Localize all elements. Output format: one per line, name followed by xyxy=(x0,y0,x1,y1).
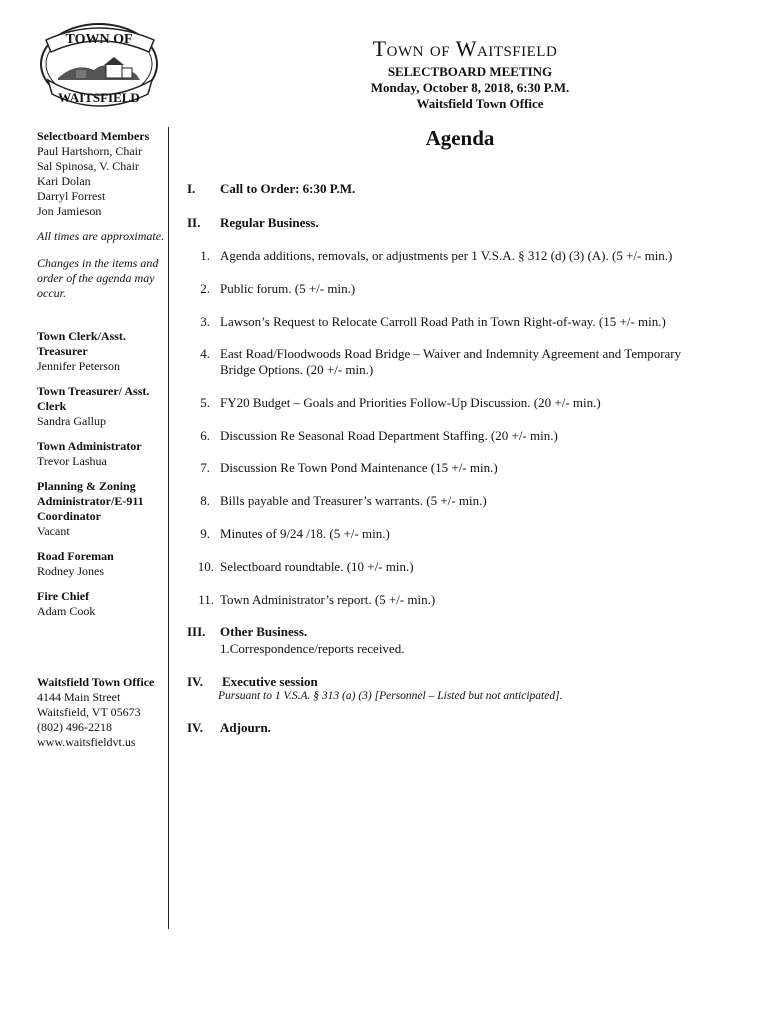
section-number: I. xyxy=(187,181,196,196)
agenda-item: Town Administrator’s report. (5 +/- min.) xyxy=(220,592,436,607)
section-label: Executive session xyxy=(222,674,318,689)
section-label: Other Business. xyxy=(220,624,308,639)
admin-name: Trevor Lashua xyxy=(37,454,107,468)
item-number: 5. xyxy=(200,395,210,410)
member-name: Darryl Forrest xyxy=(37,189,106,203)
agenda-item: Public forum. (5 +/- min.) xyxy=(220,281,356,296)
fire-heading: Fire Chief xyxy=(37,589,90,603)
meeting-date: Monday, October 8, 2018, 6:30 P.M. xyxy=(370,80,570,95)
town-office-block xyxy=(37,675,169,750)
section-number: II. xyxy=(187,215,201,230)
section-subitem: 1.Correspondence/reports received. xyxy=(220,641,405,656)
note-times: All times are approximate. xyxy=(37,229,165,243)
meeting-location: Waitsfield Town Office xyxy=(416,96,544,111)
member-name: Sal Spinosa, V. Chair xyxy=(37,159,139,173)
agenda-item: Discussion Re Town Pond Maintenance (15 +/- min.) xyxy=(220,460,498,475)
fire-chief-block xyxy=(37,589,169,619)
item-number: 6. xyxy=(200,428,210,443)
item-number: 2. xyxy=(200,281,210,296)
section-note: Pursuant to 1 V.S.A. § 313 (a) (3) [Personnel – Listed but not anticipated]. xyxy=(218,690,563,702)
item-number: 9. xyxy=(200,526,210,541)
agenda-item: Discussion Re Seasonal Road Department Staffing. (20 +/- min.) xyxy=(220,428,558,443)
agenda-item: East Road/Floodwoods Road Bridge – Waiver and Indemnity Agreement and Temporary xyxy=(220,346,682,361)
section-label: Adjourn. xyxy=(220,720,271,735)
section-label: Regular Business. xyxy=(220,215,319,230)
item-number: 4. xyxy=(200,346,210,361)
section-number: III. xyxy=(187,624,206,639)
treasurer-heading: Town Treasurer/ Asst. Clerk xyxy=(37,384,150,413)
section-number: IV. xyxy=(187,720,204,735)
road-name: Rodney Jones xyxy=(37,564,104,578)
meeting-title: SELECTBOARD MEETING xyxy=(387,64,553,79)
selectboard-members xyxy=(37,129,169,219)
agenda-item: FY20 Budget – Goals and Priorities Follow-Up Discussion. (20 +/- min.) xyxy=(220,395,601,410)
clerk-name: Jennifer Peterson xyxy=(37,359,120,373)
planning-zoning-block xyxy=(37,479,169,539)
item-number: 7. xyxy=(200,460,210,475)
section-label: Call to Order: 6:30 P.M. xyxy=(220,181,356,196)
town-administrator-block xyxy=(37,439,169,469)
logo-top-text: TOWN OF xyxy=(65,32,133,47)
office-website[interactable]: www.waitsfieldvt.us xyxy=(37,735,136,749)
office-phone: (802) 496-2218 xyxy=(37,720,112,734)
town-clerk-block xyxy=(37,329,169,374)
logo-bottom-text: WAITSFIELD xyxy=(58,90,140,105)
member-name: Jon Jamieson xyxy=(37,204,102,218)
fire-name: Adam Cook xyxy=(37,604,96,618)
member-name: Paul Hartshorn, Chair xyxy=(37,144,142,158)
agenda-item: Bills payable and Treasurer’s warrants. (5 +/- min.) xyxy=(220,493,487,508)
item-number: 1. xyxy=(200,248,210,263)
planning-heading: Planning & Zoning Administrator/E-911 Coordinator xyxy=(37,479,144,523)
member-name: Kari Dolan xyxy=(37,174,91,188)
road-foreman-block xyxy=(37,549,169,579)
sidebar xyxy=(37,129,169,760)
agenda-item-continued: Bridge Options. (20 +/- min.) xyxy=(220,362,374,377)
section-number: IV. xyxy=(187,674,204,689)
treasurer-name: Sandra Gallup xyxy=(37,414,106,428)
town-seal-logo xyxy=(36,18,162,110)
item-number: 8. xyxy=(200,493,210,508)
agenda-item: Minutes of 9/24 /18. (5 +/- min.) xyxy=(220,526,390,541)
clerk-heading: Town Clerk/Asst. Treasurer xyxy=(37,329,126,358)
planning-name: Vacant xyxy=(37,524,70,538)
members-heading: Selectboard Members xyxy=(37,129,150,143)
office-address: 4144 Main Street xyxy=(37,690,121,704)
item-number: 10. xyxy=(197,559,214,574)
agenda-item: Agenda additions, removals, or adjustments per 1 V.S.A. § 312 (d) (3) (A). (5 +/- min.) xyxy=(220,248,673,263)
admin-heading: Town Administrator xyxy=(37,439,142,453)
item-number: 11. xyxy=(198,592,214,607)
item-number: 3. xyxy=(200,314,210,329)
road-heading: Road Foreman xyxy=(37,549,114,563)
org-title: Town of Waitsfield xyxy=(372,36,558,61)
office-city: Waitsfield, VT 05673 xyxy=(37,705,141,719)
agenda-heading: Agenda xyxy=(425,126,495,150)
office-heading: Waitsfield Town Office xyxy=(37,675,155,689)
agenda-item: Selectboard roundtable. (10 +/- min.) xyxy=(220,559,414,574)
agenda-item: Lawson’s Request to Relocate Carroll Road Path in Town Right-of-way. (15 +/- min.) xyxy=(220,314,666,329)
town-treasurer-block xyxy=(37,384,169,429)
note-changes: Changes in the items and order of the agenda may occur. xyxy=(37,256,159,300)
